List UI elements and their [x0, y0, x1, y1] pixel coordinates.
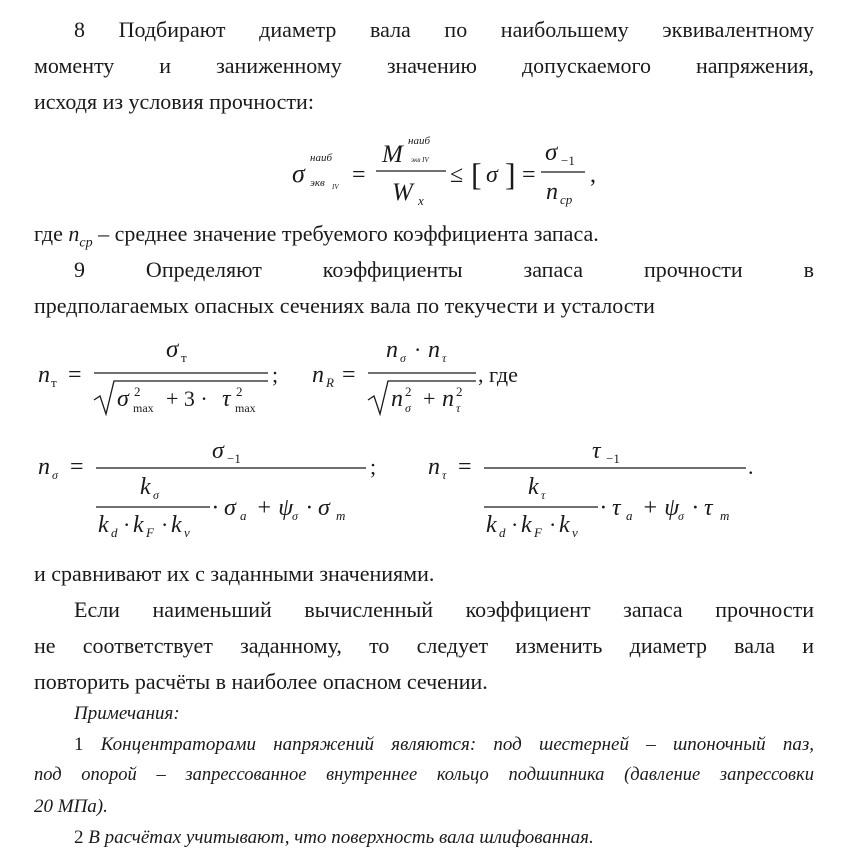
- f3-num-sub: −1: [227, 451, 241, 466]
- f3-kv-sub: v: [184, 525, 190, 540]
- f2-den-sigma: σ: [117, 386, 129, 412]
- step8-line2: моменту и заниженному значению допускаемого напряжения,: [34, 53, 814, 78]
- f2-nR: n: [312, 362, 324, 388]
- f1-sigma-sub: экв: [310, 177, 325, 189]
- f3-rest-b: + ψ: [256, 495, 294, 521]
- recalc-line3: повторить расчёты в наиболее опасном сечении.: [34, 669, 488, 694]
- f3-kF2: k: [521, 512, 532, 538]
- step9-line2: предполагаемых опасных сечениях вала по текучести и усталости: [34, 293, 655, 318]
- f3-kd2: k: [486, 512, 497, 538]
- f3-dot4: ·: [549, 512, 557, 537]
- compare-line: и сравнивают их с заданными значениями.: [34, 561, 435, 586]
- f3-num: σ: [212, 438, 224, 464]
- f3-rest2-b-sub: σ: [678, 509, 684, 523]
- f3-rest2-c: · τ: [692, 495, 713, 521]
- recalc-line1: Если наименьший вычисленный коэффициент запаса прочности: [74, 597, 814, 622]
- f1-sigma-m1-sub: −1: [561, 153, 575, 168]
- f3-n-sigma: n: [38, 454, 50, 480]
- f2-num2-b: n: [428, 337, 440, 363]
- note1-line1: [34, 729, 814, 760]
- f2-den2-plus: +: [423, 386, 436, 411]
- f3-rest-a-sub: a: [240, 508, 247, 523]
- f3-k2-sub: τ: [541, 488, 546, 502]
- recalc-paragraph: [34, 592, 814, 700]
- f3-k2: k: [528, 474, 539, 500]
- formula-partial-factors: [38, 438, 754, 540]
- f1-sigma-m1: σ: [545, 139, 558, 166]
- step9-line1: 9 Определяют коэффициенты запаса прочности в: [74, 257, 814, 282]
- f1-leq: ≤: [450, 162, 464, 188]
- f3-kd: k: [98, 512, 109, 538]
- f3-rest2-a: · τ: [600, 495, 621, 521]
- f2-n: n: [38, 362, 50, 388]
- f1-sigma: σ: [292, 159, 305, 188]
- f2-num2-sub1: σ: [400, 351, 406, 365]
- f2-den-sub: max: [133, 401, 154, 415]
- f3-eq: =: [70, 454, 84, 480]
- note2-number: 2: [74, 827, 84, 848]
- f3-rest-c-sub: m: [336, 508, 346, 523]
- recalc-line2: не соответствует заданному, то следует изменить диаметр вала и: [34, 633, 814, 658]
- f3-semicolon: ;: [370, 454, 377, 479]
- f3-rest2-c-sub: m: [720, 508, 730, 523]
- f1-n: n: [546, 179, 558, 205]
- f1-M-sup: наиб: [408, 135, 430, 147]
- formula-safety-factors: [38, 336, 518, 415]
- f2-semicolon: ;: [272, 362, 279, 387]
- ncp-prefix: где: [34, 221, 69, 246]
- f3-rest-b-sub: σ: [292, 509, 298, 523]
- f1-n-sub: ср: [560, 192, 573, 207]
- f2-den2-b: n: [442, 386, 454, 412]
- f2-n-sub: т: [51, 375, 57, 390]
- f2-den2-sup2: 2: [456, 384, 463, 399]
- note2-text: В расчётах учитывают, что поверхность вала шлифованная.: [88, 827, 594, 848]
- f1-sigma-sub-iv: IV: [332, 183, 339, 191]
- step8-line1: 8 Подбирают диаметр вала по наибольшему эквивалентному: [74, 17, 814, 42]
- f3-n-sigma-sub: σ: [52, 468, 58, 482]
- ncp-rest: – среднее значение требуемого коэффициента запаса.: [92, 221, 599, 246]
- f2-den2-a: n: [391, 386, 403, 412]
- note2-line: [34, 822, 814, 853]
- f3-n-tau-sub: τ: [442, 468, 447, 482]
- f3-kd2-sub: d: [499, 525, 506, 540]
- step9-paragraph: [34, 252, 814, 324]
- note1-line3: 20 МПа).: [34, 796, 108, 817]
- compare-paragraph: [34, 556, 814, 592]
- f2-tau-sub: max: [235, 401, 256, 415]
- f2-num2-dot: ·: [414, 337, 422, 362]
- formula-strength-condition: [292, 135, 596, 208]
- f3-k-sub: σ: [153, 488, 159, 502]
- f1-sigma-allow: σ: [486, 162, 498, 188]
- f3-num2-sub: −1: [606, 451, 620, 466]
- f3-dot3: ·: [511, 512, 519, 537]
- f2-eq2: =: [342, 362, 356, 388]
- f3-kF2-sub: F: [534, 525, 542, 540]
- step8-line3: исходя из условия прочности:: [34, 89, 314, 114]
- f2-plus: + 3 ·: [166, 386, 208, 411]
- f2-num-sub: т: [181, 350, 187, 365]
- f3-kF: k: [133, 512, 144, 538]
- notes-title: Примечания:: [74, 703, 180, 724]
- f3-n-tau: n: [428, 454, 440, 480]
- f1-M-sub: экв IV: [411, 156, 429, 164]
- f3-dot1: ·: [123, 512, 131, 537]
- f3-eq2: =: [458, 454, 472, 480]
- f2-num2-n: n: [386, 337, 398, 363]
- f1-M: M: [382, 141, 403, 168]
- f3-kv: k: [171, 512, 182, 538]
- f3-rest-c: · σ: [306, 495, 330, 521]
- f3-rest2-b: + ψ: [642, 495, 680, 521]
- f2-tau: τ: [222, 386, 231, 412]
- f3-kF-sub: F: [146, 525, 154, 540]
- f2-den2-sup1: 2: [405, 384, 412, 399]
- f2-tail: , где: [478, 362, 518, 387]
- f2-nR-sub: R: [326, 375, 334, 390]
- note1-line2: под опорой – запрессованное внутреннее кольцо подшипника (давление запрессовки: [34, 765, 814, 785]
- f1-W-sub: x: [418, 193, 424, 208]
- f1-rbracket: ]: [505, 156, 516, 192]
- f3-num2: τ: [592, 438, 601, 464]
- f3-kv2-sub: v: [572, 525, 578, 540]
- f3-rest-a: · σ: [212, 495, 236, 521]
- f3-dot2: ·: [161, 512, 169, 537]
- ncp-symbol: n: [68, 221, 80, 246]
- notes-block: [34, 698, 814, 853]
- f3-period: .: [748, 454, 754, 479]
- f3-k: k: [140, 474, 151, 500]
- f2-num2-sub2: τ: [442, 351, 447, 365]
- f1-sigma-sup: наиб: [310, 152, 332, 164]
- f3-kd-sub: d: [111, 525, 118, 540]
- f1-comma: ,: [590, 162, 596, 188]
- f3-kv2: k: [559, 512, 570, 538]
- f3-rest2-a-sub: a: [626, 508, 633, 523]
- f1-lbracket: [: [471, 156, 482, 192]
- note1-text1: Концентраторами напряжений являются: под шестерней – шпоночный паз,: [100, 734, 815, 755]
- ncp-subscript: ср: [79, 235, 93, 251]
- f2-eq: =: [68, 362, 82, 388]
- f2-num-sigma: σ: [166, 336, 179, 363]
- f1-eq2: =: [522, 162, 536, 188]
- f1-eq: =: [352, 162, 366, 188]
- f2-tau-sup: 2: [236, 384, 243, 399]
- f1-W: W: [392, 179, 413, 206]
- f2-den2-sub1: σ: [405, 401, 411, 415]
- f2-den2-sub2: τ: [456, 401, 461, 415]
- note1-number: 1: [74, 734, 84, 755]
- f2-den-sup: 2: [134, 384, 141, 399]
